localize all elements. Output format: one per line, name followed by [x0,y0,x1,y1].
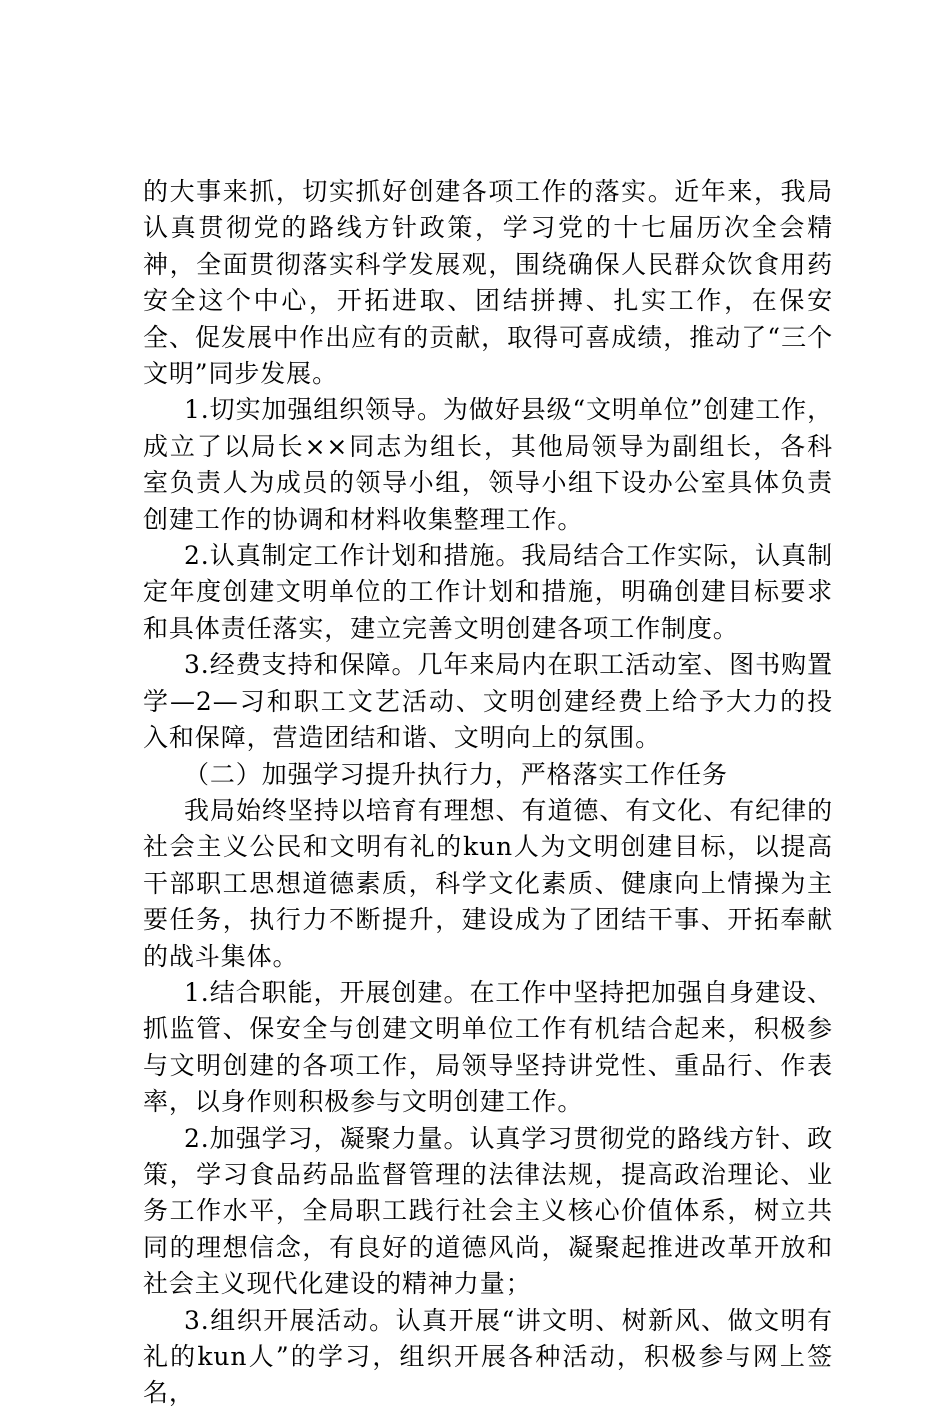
document-body [143,174,833,1412]
paragraph-item-2-plan: 2.认真制定工作计划和措施。我局结合工作实际，认真制定年度创建文明单位的工作计划和措施，明确创建目标要求和具体责任落实，建立完善文明创建各项工作制度。 [143,541,833,643]
paragraph-section-2-item-1: 1.结合职能，开展创建。在工作中坚持把加强自身建设、抓监管、保安全与创建文明单位工作有机结合起来，积极参与文明创建的各项工作，局领导坚持讲党性、重品行、作表率，以身作则积极参与文明创建工作。 [143,977,833,1117]
paragraph-section-2-item-3: 3.组织开展活动。认真开展“讲文明、树新风、做文明有礼的kun人”的学习，组织开展各种活动，积极参与网上签名， [143,1305,833,1408]
section-heading-2: （二）加强学习提升执行力，严格落实工作任务 [184,759,728,789]
paragraph-intro: 的大事来抓，切实抓好创建各项工作的落实。近年来，我局认真贯彻党的路线方针政策，学习党的十七届历次全会精神，全面贯彻落实科学发展观，围绕确保人民群众饮食用药安全这个中心，开拓进取、团结拼搏、扎实工作，在保安全、促发展中作出应有的贡献，取得可喜成绩，推动了“三个文明”同步发展。 [143,177,833,389]
paragraph-section-2-intro: 我局始终坚持以培育有理想、有道德、有文化、有纪律的社会主义公民和文明有礼的kun人为文明创建目标，以提高干部职工思想道德素质，科学文化素质、健康向上情操为主要任务，执行力不断提升，建设成为了团结干事、开拓奉献的战斗集体。 [143,795,833,971]
paragraph-item-3-funding: 3.经费支持和保障。几年来局内在职工活动室、图书购置学—2—习和职工文艺活动、文明创建经费上给予大力的投入和保障，营造团结和谐、文明向上的氛围。 [143,650,833,753]
paragraph-item-1-leadership: 1.切实加强组织领导。为做好县级“文明单位”创建工作，成立了以局长××同志为组长，其他局领导为副组长，各科室负责人为成员的领导小组，领导小组下设办公室具体负责创建工作的协调和材料收集整理工作。 [143,395,833,534]
paragraph-section-2-item-2: 2.加强学习，凝聚力量。认真学习贯彻党的路线方针、政策，学习食品药品监督管理的法律法规，提高政治理论、业务工作水平，全局职工践行社会主义核心价值体系，树立共同的理想信念，有良好的道德风尚，凝聚起推进改革开放和社会主义现代化建设的精神力量； [143,1123,833,1299]
